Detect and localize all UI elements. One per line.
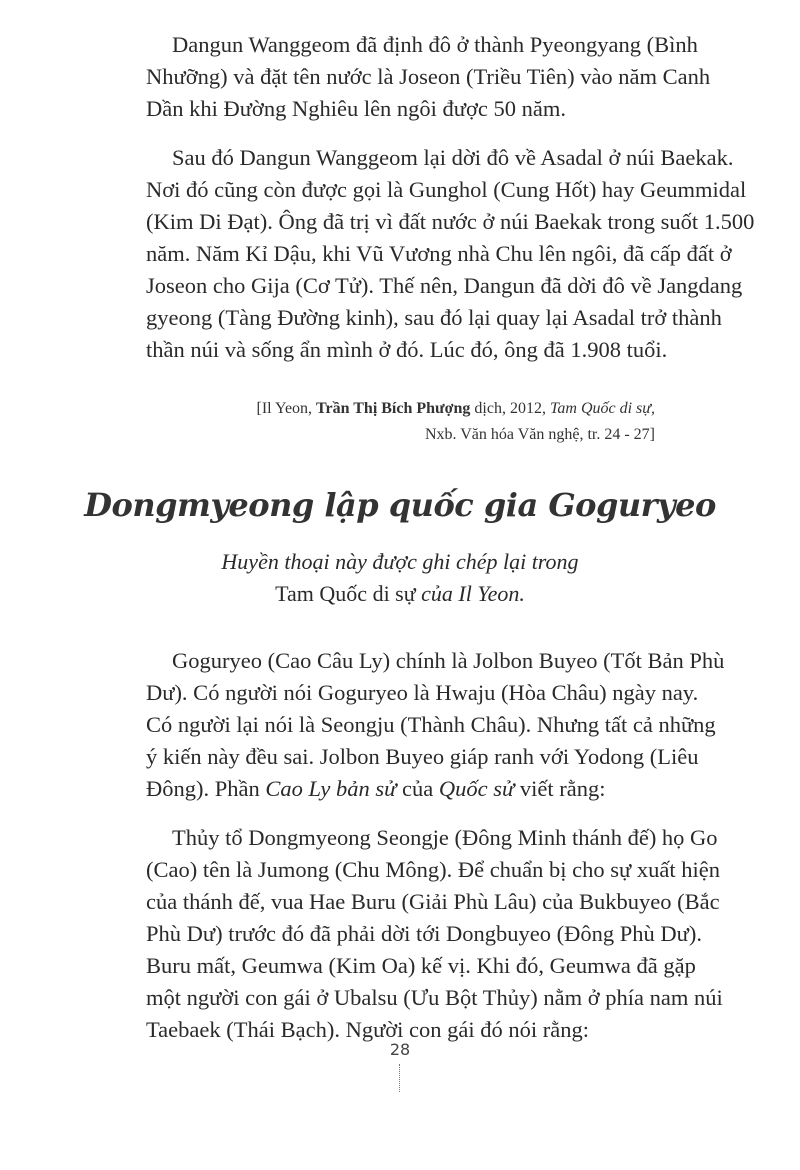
text-line xyxy=(146,677,699,709)
text-line xyxy=(0,578,800,610)
text-line xyxy=(146,93,656,125)
text-segment: của Il Yeon. xyxy=(421,581,525,606)
text-segment: [Il Yeon, xyxy=(256,400,317,417)
text-line xyxy=(146,302,722,334)
text-line xyxy=(146,29,698,61)
text-line xyxy=(155,396,655,422)
text-segment: Thủy tổ Dongmyeong Seongje (Đông Minh thánh đế) họ Go xyxy=(172,825,718,850)
text-line xyxy=(146,645,725,677)
text-line xyxy=(146,270,743,302)
text-line xyxy=(146,822,718,854)
page-number: 28 xyxy=(389,1040,411,1059)
text-segment: một người con gái ở Ubalsu (Ưu Bột Thủy) nằm ở phía nam núi xyxy=(146,985,723,1010)
text-line xyxy=(146,238,732,270)
text-segment: Sau đó Dangun Wanggeom lại dời đô về Asadal ở núi Baekak. xyxy=(172,145,734,170)
text-segment: Dangun Wanggeom đã định đô ở thành Pyeongyang (Bình xyxy=(172,32,698,57)
text-line xyxy=(0,546,800,578)
text-line xyxy=(155,422,655,448)
text-line xyxy=(146,709,716,741)
text-line xyxy=(146,334,668,366)
text-segment: Huyền thoại này được ghi chép lại trong xyxy=(221,549,579,574)
text-line xyxy=(146,773,656,805)
paragraph-4 xyxy=(146,822,723,1046)
page-divider xyxy=(399,1064,400,1092)
text-segment: Phù Dư) trước đó đã phải dời tới Dongbuyeo (Đông Phù Dư). xyxy=(146,921,702,946)
section-title: Dongmyeong lập quốc gia Goguryeo xyxy=(84,486,716,524)
text-segment: Cao Ly bản sử xyxy=(265,776,397,801)
citation xyxy=(155,396,655,448)
text-segment: của xyxy=(396,776,439,801)
text-segment: Tam Quốc di sự, xyxy=(549,400,655,417)
text-segment: thần núi và sống ẩn mình ở đó. Lúc đó, ông đã 1.908 tuổi. xyxy=(146,337,668,362)
text-line xyxy=(146,174,747,206)
text-segment: của thánh đế, vua Hae Buru (Giải Phù Lâu) của Bukbuyeo (Bắc xyxy=(146,889,720,914)
text-segment: gyeong (Tàng Đường kinh), sau đó lại quay lại Asadal trở thành xyxy=(146,305,722,330)
text-segment: Đông). Phần xyxy=(146,776,266,801)
text-line xyxy=(146,950,696,982)
text-segment: Nơi đó cũng còn được gọi là Gunghol (Cung Hốt) hay Geummidal xyxy=(146,177,747,202)
text-segment: Joseon cho Gija (Cơ Tử). Thế nên, Dangun đã dời đô về Jangdang xyxy=(146,273,743,298)
text-segment: Có người lại nói là Seongju (Thành Châu). Nhưng tất cả những xyxy=(146,712,716,737)
text-segment: (Cao) tên là Jumong (Chu Mông). Để chuẩn bị cho sự xuất hiện xyxy=(146,857,720,882)
text-line xyxy=(146,142,734,174)
text-segment: dịch, 2012, xyxy=(470,400,550,417)
text-line xyxy=(146,886,720,918)
paragraph-2 xyxy=(146,142,755,366)
text-segment: Goguryeo (Cao Câu Ly) chính là Jolbon Buyeo (Tốt Bản Phù xyxy=(172,648,725,673)
text-line xyxy=(146,918,702,950)
text-line xyxy=(146,854,720,886)
text-segment: Taebaek (Thái Bạch). Người con gái đó nói rằng: xyxy=(146,1017,589,1042)
section-subtitle xyxy=(0,546,800,610)
text-segment: Quốc sử xyxy=(438,776,515,801)
text-segment: Nhưỡng) và đặt tên nước là Joseon (Triều Tiên) vào năm Canh xyxy=(146,64,711,89)
text-segment: Buru mất, Geumwa (Kim Oa) kế vị. Khi đó, Geumwa đã gặp xyxy=(146,953,696,978)
text-segment: Dư). Có người nói Goguryeo là Hwaju (Hòa Châu) ngày nay. xyxy=(146,680,699,705)
text-segment: Nxb. Văn hóa Văn nghệ, tr. 24 - 27] xyxy=(424,426,655,443)
text-segment: năm. Năm Kỉ Dậu, khi Vũ Vương nhà Chu lên ngôi, đã cấp đất ở xyxy=(146,241,732,266)
text-line xyxy=(146,206,755,238)
text-segment: ý kiến này đều sai. Jolbon Buyeo giáp ranh với Yodong (Liêu xyxy=(146,744,699,769)
text-segment: Trần Thị Bích Phượng xyxy=(316,400,471,417)
text-segment: viết rằng: xyxy=(514,776,606,801)
paragraph-3 xyxy=(146,645,725,805)
text-segment: Tam Quốc di sự xyxy=(275,581,422,606)
text-line xyxy=(146,61,711,93)
text-line xyxy=(146,982,723,1014)
text-line xyxy=(146,741,699,773)
text-segment: Dần khi Đường Nghiêu lên ngôi được 50 năm. xyxy=(146,96,566,121)
paragraph-1 xyxy=(146,29,711,125)
text-segment: (Kim Di Đạt). Ông đã trị vì đất nước ở núi Baekak trong suốt 1.500 xyxy=(146,209,755,234)
